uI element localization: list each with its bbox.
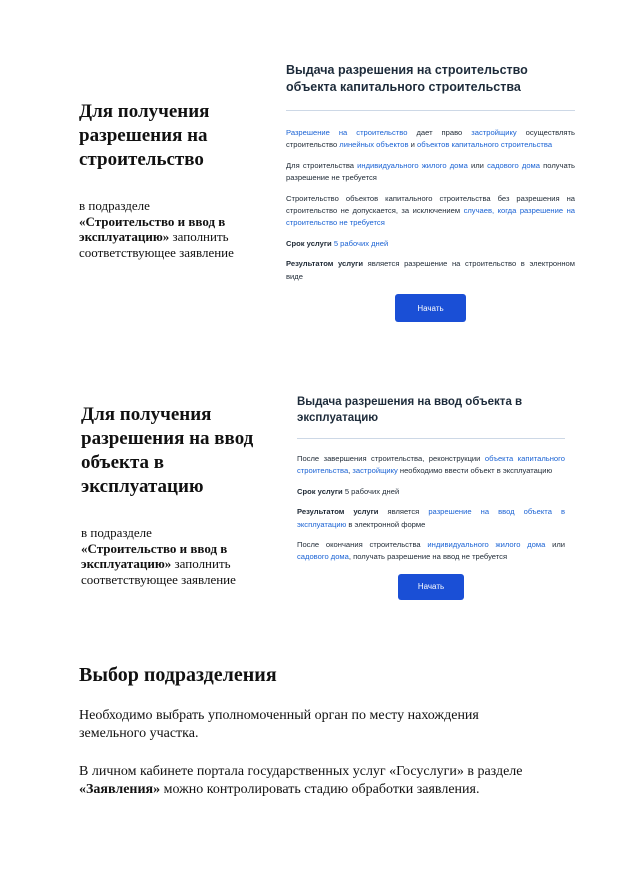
section-department-selection <box>79 664 579 799</box>
service-term: Срок услуги 5 рабочих дней <box>297 486 400 496</box>
link-commissioning-permit[interactable]: разрешение на ввод объекта в эксплуатацию <box>297 507 566 529</box>
service-result: Результатом услуги является разрешение на строительство в электронном виде <box>286 259 575 281</box>
section-construction-permit <box>79 100 269 260</box>
link-capital-objects[interactable]: объектов капитального строительства <box>417 140 553 150</box>
card-paragraph: Для строительства индивидуального жилого дома или садового дома получать разрешение не требуется <box>286 160 575 183</box>
divider <box>286 110 575 111</box>
link-garden-house[interactable]: садового дома <box>297 552 349 562</box>
start-button[interactable]: Начать <box>395 294 466 322</box>
card-construction-permit <box>286 62 575 322</box>
divider <box>297 438 565 439</box>
link-individual-house[interactable]: индивидуального жилого дома <box>427 540 546 550</box>
link-individual-house[interactable]: индивидуального жилого дома <box>357 160 468 170</box>
instruction-construction-permit: в подразделе «Строительство и ввод в эксплуатацию» заполнить соответствующее заявление <box>79 198 234 260</box>
service-term: Срок услуги 5 рабочих дней <box>286 238 389 248</box>
link-linear-objects[interactable]: линейных объектов <box>339 140 409 150</box>
link-no-permit-cases[interactable]: случаев, когда разрешение на строительство не требуется <box>286 206 575 228</box>
card-title: Выдача разрешения на ввод объекта в эксплуатацию <box>297 396 523 424</box>
link-capital-object[interactable]: объекта капитального строительства <box>297 454 565 476</box>
card-paragraph: После окончания строительства индивидуального жилого дома или садового дома, получать разрешение на ввод не требуется <box>297 540 565 562</box>
link-garden-house[interactable]: садового дома <box>487 160 540 170</box>
card-paragraph: Строительство объектов капитального строительства без разрешения на строительство не допускается, за исключением случаев, когда разрешение на строительство не требуется <box>286 193 575 228</box>
card-paragraph: Разрешение на строительство дает право застройщику осуществлять строительство линейных объектов и объектов капитального строительства <box>286 128 575 150</box>
card-title: Выдача разрешения на строительство объекта капитального строительства <box>286 63 528 94</box>
link-developer[interactable]: застройщику <box>352 466 398 476</box>
section-commissioning-permit <box>81 403 281 587</box>
link-permit[interactable]: Разрешение на строительство <box>286 128 408 137</box>
selection-paragraph: Необходимо выбрать уполномоченный орган по месту нахождения земельного участка. <box>79 708 479 741</box>
start-button[interactable]: Начать <box>398 574 464 600</box>
card-paragraph: После завершения строительства, реконструкции объекта капитального строительства, застройщику необходимо ввести объект в эксплуатацию <box>297 454 565 476</box>
selection-paragraph: В личном кабинете портала государственных услуг «Госуслуги» в разделе «Заявления» можно контролировать стадию обработки заявления. <box>79 764 523 797</box>
service-result: Результатом услуги является разрешение на ввод объекта в эксплуатацию в электронной форме <box>297 507 566 529</box>
instruction-commissioning-permit: в подразделе «Строительство и ввод в эксплуатацию» заполнить соответствующее заявление <box>81 525 236 587</box>
card-commissioning-permit <box>297 394 565 600</box>
heading-construction-permit: Для получения разрешения на строительство <box>79 101 210 170</box>
selection-title: Выбор подразделения <box>79 664 277 686</box>
heading-commissioning-permit: Для получения разрешения на ввод объекта в эксплуатацию <box>81 404 254 497</box>
link-developer[interactable]: застройщику <box>471 128 517 137</box>
